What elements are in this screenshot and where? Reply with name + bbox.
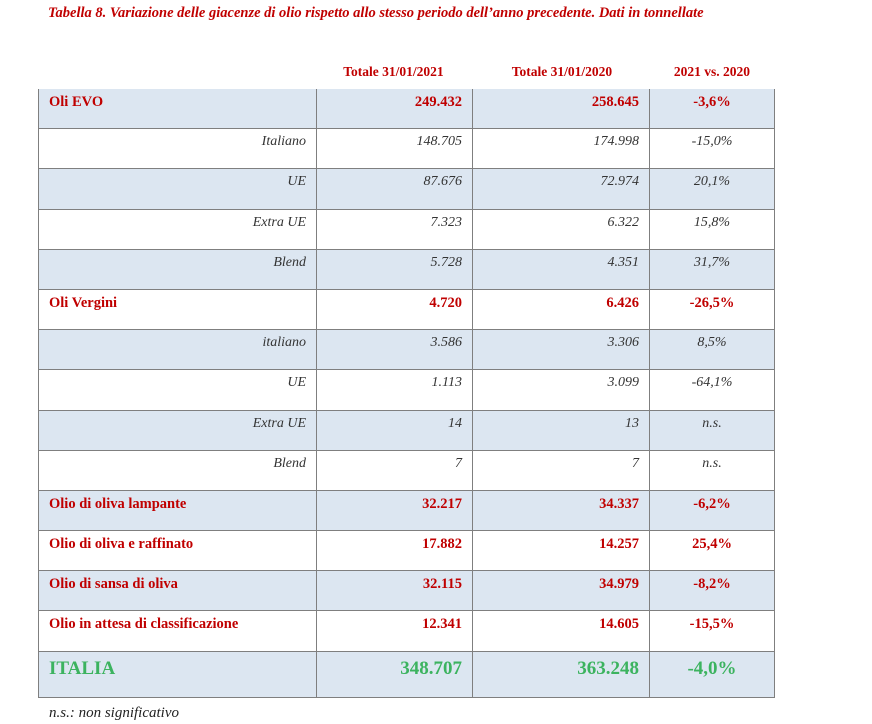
header-2021: Totale 31/01/2021 (343, 64, 444, 79)
table-cell (316, 169, 472, 208)
row-label: Olio di sansa di oliva (49, 576, 178, 593)
table-cell (649, 451, 775, 490)
table-row (38, 652, 775, 698)
table-row (38, 169, 775, 209)
variation: -3,6% (693, 94, 731, 110)
table-cell (649, 370, 775, 409)
table-cell (38, 210, 316, 249)
variation: 8,5% (697, 335, 727, 351)
value-2021: 32.115 (422, 576, 462, 593)
table-cell (38, 451, 316, 490)
table-row (38, 290, 775, 330)
table-cell (38, 169, 316, 208)
table-cell (649, 169, 775, 208)
table-cell (649, 611, 775, 650)
table-cell (472, 210, 649, 249)
variation: -4,0% (687, 657, 737, 679)
table-cell (38, 290, 316, 329)
table-cell (316, 611, 472, 650)
table-header (38, 60, 775, 89)
table-row (38, 491, 775, 531)
value-2020: 72.974 (600, 174, 639, 190)
table-cell (472, 611, 649, 650)
row-label: UE (287, 375, 306, 391)
table-cell (316, 330, 472, 369)
row-label: ITALIA (49, 657, 116, 679)
table-cell (316, 89, 472, 128)
table-cell (316, 652, 472, 697)
variation: -8,2% (693, 576, 731, 593)
value-2021: 32.217 (422, 495, 462, 512)
header-variation: 2021 vs. 2020 (673, 64, 751, 79)
table-cell (316, 210, 472, 249)
table-cell (649, 89, 775, 128)
table-cell (316, 531, 472, 570)
footnote: n.s.: non significativo (49, 705, 179, 721)
table-row (38, 330, 775, 370)
table-cell (316, 491, 472, 530)
table-cell (472, 531, 649, 570)
table-cell (316, 290, 472, 329)
row-label: Blend (273, 254, 306, 270)
variation: 20,1% (693, 174, 731, 190)
table-cell (38, 531, 316, 570)
table-cell (316, 370, 472, 409)
table-body (38, 89, 775, 698)
table-cell (38, 611, 316, 650)
table-cell (472, 370, 649, 409)
row-label: italiano (262, 335, 306, 351)
variation: n.s. (702, 415, 722, 431)
table-cell (472, 451, 649, 490)
value-2020: 6.322 (607, 214, 639, 230)
variation: -15,0% (691, 134, 733, 150)
row-label: UE (287, 174, 306, 190)
value-2021: 12.341 (422, 616, 462, 633)
value-2021: 249.432 (414, 94, 462, 110)
value-2021: 1.113 (431, 375, 462, 391)
table-row (38, 411, 775, 451)
table-cell (472, 290, 649, 329)
table-cell (649, 129, 775, 168)
variation: 15,8% (693, 214, 731, 230)
row-label: Extra UE (252, 214, 306, 230)
value-2020: 258.645 (591, 94, 639, 110)
table-cell (649, 330, 775, 369)
table-row (38, 531, 775, 571)
row-label: Blend (273, 455, 306, 471)
value-2020: 4.351 (607, 254, 639, 270)
value-2020: 13 (625, 415, 639, 431)
value-2021: 5.728 (430, 254, 462, 270)
table-row (38, 611, 775, 651)
table-cell (316, 571, 472, 610)
table-cell (472, 571, 649, 610)
value-2020: 7 (632, 455, 639, 471)
value-2021: 87.676 (423, 174, 462, 190)
value-2020: 3.306 (607, 335, 639, 351)
table-row (38, 571, 775, 611)
table-row (38, 370, 775, 410)
value-2021: 7.323 (430, 214, 462, 230)
table-cell (38, 129, 316, 168)
header-2020: Totale 31/01/2020 (511, 64, 613, 79)
table-cell (649, 411, 775, 450)
value-2021: 7 (455, 455, 462, 471)
table-cell (472, 89, 649, 128)
value-2021: 3.586 (430, 335, 462, 351)
row-label: Olio in attesa di classificazione (49, 616, 239, 633)
row-label: Olio di oliva lampante (49, 495, 187, 512)
value-2021: 348.707 (400, 657, 462, 679)
variation: -64,1% (691, 375, 733, 391)
table-row (38, 210, 775, 250)
table-cell (38, 491, 316, 530)
table-cell (472, 652, 649, 697)
value-2020: 34.979 (599, 576, 639, 593)
table-row (38, 129, 775, 169)
table-cell (472, 169, 649, 208)
table-cell (316, 411, 472, 450)
table-cell (649, 491, 775, 530)
variation: -26,5% (689, 294, 735, 311)
value-2020: 6.426 (606, 294, 639, 311)
table-cell (649, 210, 775, 249)
value-2020: 34.337 (599, 495, 639, 512)
row-label: Oli EVO (49, 94, 104, 110)
table-cell (649, 571, 775, 610)
table-cell (38, 571, 316, 610)
table-cell (38, 370, 316, 409)
table-cell (649, 290, 775, 329)
value-2020: 14.257 (599, 536, 639, 553)
table-cell (649, 250, 775, 289)
value-2021: 148.705 (416, 134, 462, 150)
row-label: Olio di oliva e raffinato (49, 536, 194, 553)
table-cell (472, 250, 649, 289)
row-label: Oli Vergini (49, 294, 118, 311)
table-cell (472, 330, 649, 369)
row-label: Extra UE (252, 415, 306, 431)
value-2020: 363.248 (577, 657, 639, 679)
table-cell (38, 250, 316, 289)
variation: n.s. (702, 455, 722, 471)
table-row (38, 250, 775, 290)
table-cell (316, 250, 472, 289)
value-2021: 14 (448, 415, 462, 431)
table-cell (649, 531, 775, 570)
table-cell (472, 411, 649, 450)
variation: -15,5% (689, 616, 735, 633)
table-cell (316, 129, 472, 168)
table-cell (38, 89, 316, 128)
table-cell (38, 652, 316, 697)
stock-table (38, 60, 775, 698)
table-row (38, 89, 775, 129)
table-row (38, 451, 775, 491)
table-cell (316, 451, 472, 490)
table-caption: Tabella 8. Variazione delle giacenze di olio rispetto allo stesso periodo dell’anno precedente. Dati in tonnellate (48, 5, 704, 21)
row-label: Italiano (261, 134, 306, 150)
table-cell (38, 330, 316, 369)
table-cell (38, 411, 316, 450)
table-cell (649, 652, 775, 697)
value-2021: 17.882 (422, 536, 462, 553)
variation: -6,2% (693, 495, 731, 512)
table-cell (472, 129, 649, 168)
variation: 25,4% (692, 536, 732, 553)
value-2021: 4.720 (429, 294, 462, 311)
table-cell (472, 491, 649, 530)
variation: 31,7% (693, 254, 731, 270)
value-2020: 3.099 (607, 375, 639, 391)
value-2020: 174.998 (593, 134, 639, 150)
value-2020: 14.605 (599, 616, 639, 633)
